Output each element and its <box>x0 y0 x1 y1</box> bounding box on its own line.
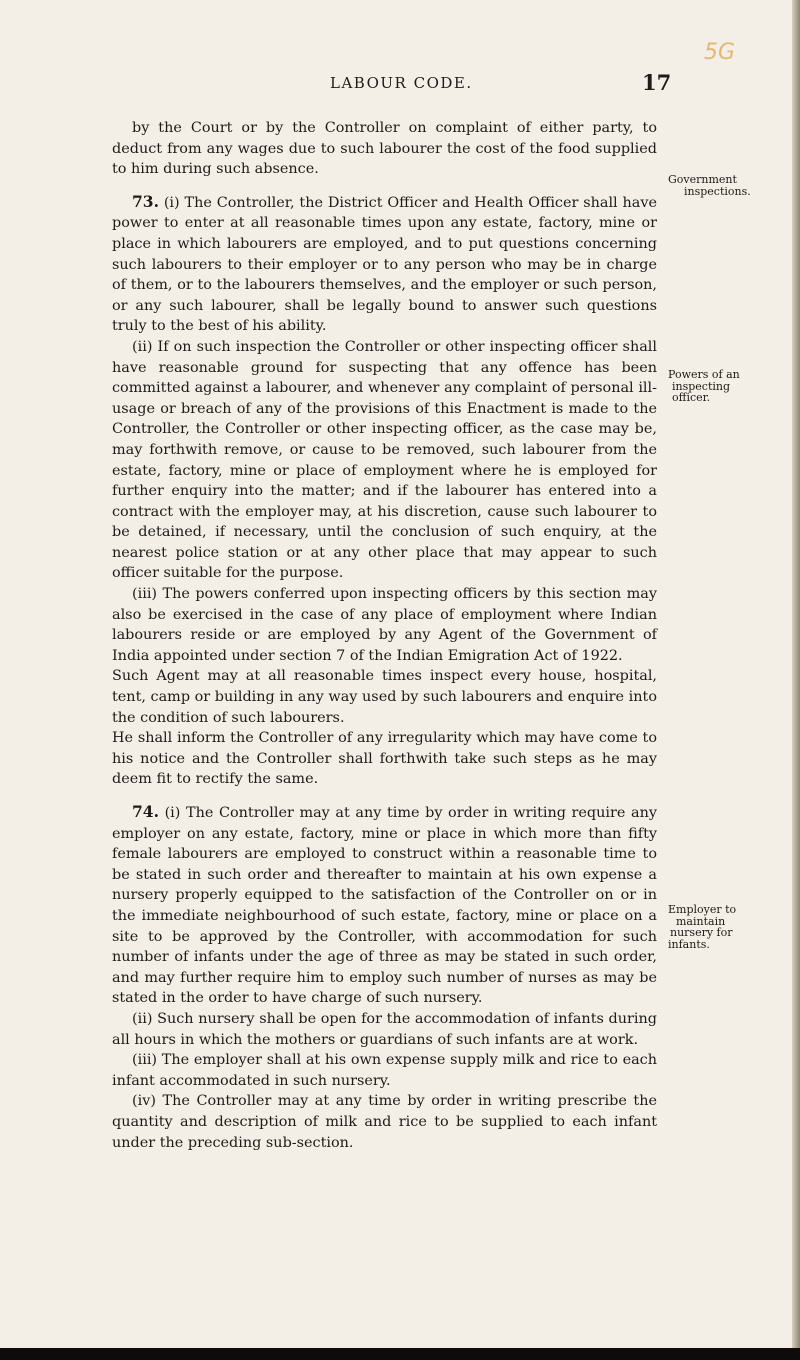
page-edge-shadow <box>792 0 800 1360</box>
section-74-clause-iv: (iv) The Controller may at any time by order in writing prescribe the quantity and description of milk and rice to be supplied to each infant under the preceding sub-section. <box>112 1093 657 1151</box>
clause-text: (i) The Controller, the District Officer and Health Officer shall have power to enter at all reasonable times upon any estate, factory, mine or place in which labourers are employed, and to put questions concerning such labourers to their employer or to any person who may be in charge of them, or to the labourers themselves, and the employer or such person, or any such labourer, shall be legally bound to answer such questions truly to the best of his ability. <box>112 194 657 335</box>
section-74-clause-iii: (iii) The employer shall at his own expense supply milk and rice to each infant accommodated in such nursery. <box>112 1052 657 1089</box>
clause-text: (i) The Controller may at any time by order in writing require any employer on any estate, factory, mine or place in which more than fifty female labourers are employed to construct within a reasonable time to be stated in such order and thereafter to maintain at his own expense a nursery properly equipped to the satisfaction of the Controller on or in the immediate neighbourhood of such estate, factory, mine or place on a site to be approved by the Controller, with accommodation for such number of infants under the age of three as may be stated in such order, and may further require him to employ such number of nurses as may be stated in the order to have charge of such nursery. <box>112 805 657 1007</box>
running-title: LABOUR CODE. <box>330 74 473 92</box>
section-73-agent-inspection: Such Agent may at all reasonable times inspect every house, hospital, tent, camp or building in any way used by such labourers and enquire into the condition of such labourers. <box>112 668 657 726</box>
section-73-clause-ii: (ii) If on such inspection the Controller or other inspecting officer shall have reasonable ground for suspecting that any offence has been committed against a labourer, and whenever any complaint of personal ill-usage or breach of any of the provisions of this Enactment is made to the Controller, the Controller or other inspecting officer, as the case may be, may forthwith remove, or cause to be removed, such labourer from the estate, factory, mine or place of employment where he is employed for further enquiry into the matter; and if the labourer has entered into a contract with the employer may, at his discretion, cause such labourer to be detained, if necessary, until the conclusion of such enquiry, at the nearest police station or at any other place that may appear to such officer suitable for the purpose. <box>112 338 657 582</box>
page-number: 17 <box>642 70 672 95</box>
margin-note-government-inspections: Government inspections. <box>668 173 751 198</box>
scan-border <box>0 1348 800 1360</box>
page-header <box>0 70 800 102</box>
section-73-agent-report: He shall inform the Controller of any irregularity which may have come to his notice and the Controller shall forthwith take such steps as he may deem fit to rectify the same. <box>112 730 657 788</box>
section-73-clause-i <box>112 192 657 337</box>
pencil-annotation: 5G <box>704 40 736 65</box>
section-number: 73. <box>132 191 159 211</box>
section-74-clause-i <box>112 802 657 1009</box>
margin-note-powers-of-officer: Powers of an inspecting officer. <box>668 368 740 404</box>
section-number: 74. <box>132 802 159 821</box>
margin-note-employer-nursery: Employer to maintain nursery for infants. <box>668 903 737 951</box>
body-text <box>112 118 657 1153</box>
section-73-clause-iii: (iii) The powers conferred upon inspecting officers by this section may also be exercised in the case of any place of employment where Indian labourers reside or are employed by any Agent of the Government of India appointed under section 7 of the Indian Emigration Act of 1922. <box>112 586 657 664</box>
section-74-clause-ii: (ii) Such nursery shall be open for the accommodation of infants during all hours in which the mothers or guardians of such infants are at work. <box>112 1010 657 1048</box>
paragraph-continuation: by the Court or by the Controller on complaint of either party, to deduct from any wages due to such labourer the cost of the food supplied to him during such absence. <box>112 120 657 178</box>
